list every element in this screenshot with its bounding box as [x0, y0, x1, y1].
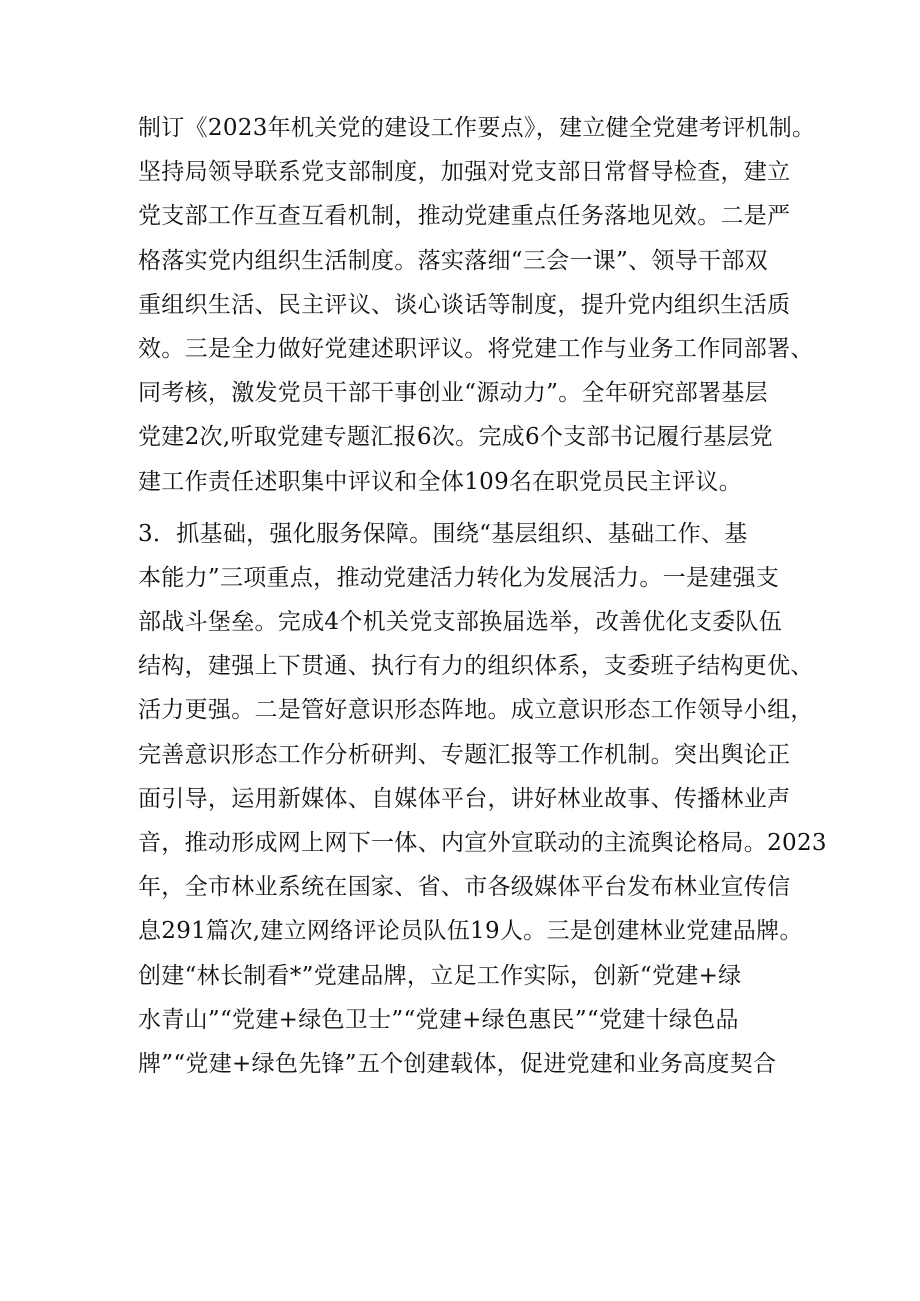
text-line: 建工作责任述职集中评议和全体109名在职党员民主评议。	[138, 468, 742, 495]
text-line: 本能力”三项重点，推动党建活力转化为发展活力。一是建强支	[138, 564, 780, 591]
text-line: 完善意识形态工作分析研判、专题汇报等工作机制。突出舆论正	[138, 741, 791, 768]
text-line: 息291篇次,建立网络评论员队伍19人。三是创建林业党建品牌。	[138, 918, 803, 945]
text-line: 音，推动形成网上网下一体、内宣外宣联动的主流舆论格局。2023	[138, 830, 827, 856]
text-line: 党建2次,听取党建专题汇报6次。完成6个支部书记履行基层党	[138, 424, 773, 451]
text-line: 制订《2023年机关党的建设工作要点》，建立健全党建考评机制。	[138, 115, 816, 141]
text-line: 重组织生活、民主评议、谈心谈话等制度，提升党内组织生活质	[138, 291, 791, 318]
text-line: 创建“林长制看*”党建品牌，立足工作实际，创新“党建+绿	[138, 962, 742, 989]
text-line: 格落实党内组织生活制度。落实落细“三会一课”、领导干部双	[138, 247, 768, 274]
text-line: 部战斗堡垒。完成4个机关党支部换届选举，改善优化支委队伍	[138, 609, 783, 636]
text-line: 坚持局领导联系党支部制度，加强对党支部日常督导检查，建立	[138, 159, 791, 186]
paragraph-gap	[138, 504, 798, 512]
text-line: 党支部工作互查互看机制，推动党建重点任务落地见效。二是严	[138, 203, 791, 230]
text-line: 牌”“党建+绿色先锋”五个创建载体，促进党建和业务高度契合	[138, 1050, 777, 1077]
text-line: 3．抓基础，强化服务保障。围绕“基层组织、基础工作、基	[138, 520, 748, 547]
text-line: 活力更强。二是管好意识形态阵地。成立意识形态工作领导小组，	[138, 697, 814, 724]
text-line: 效。三是全力做好党建述职评议。将党建工作与业务工作同部署、	[138, 335, 814, 362]
paragraph-2	[138, 512, 827, 1086]
text-line: 年，全市林业系统在国家、省、市各级媒体平台发布林业宣传信	[138, 874, 791, 901]
text-line: 水青山”“党建+绿色卫士”“党建+绿色惠民”“党建十绿色品	[138, 1006, 739, 1033]
document-body	[138, 106, 827, 1086]
text-line: 面引导，运用新媒体、自媒体平台，讲好林业故事、传播林业声	[138, 785, 791, 812]
text-line: 同考核，激发党员干部干事创业“源动力”。全年研究部署基层	[138, 380, 768, 407]
paragraph-1	[138, 106, 816, 504]
text-line: 结构，建强上下贯通、执行有力的组织体系，支委班子结构更优、	[138, 653, 814, 680]
